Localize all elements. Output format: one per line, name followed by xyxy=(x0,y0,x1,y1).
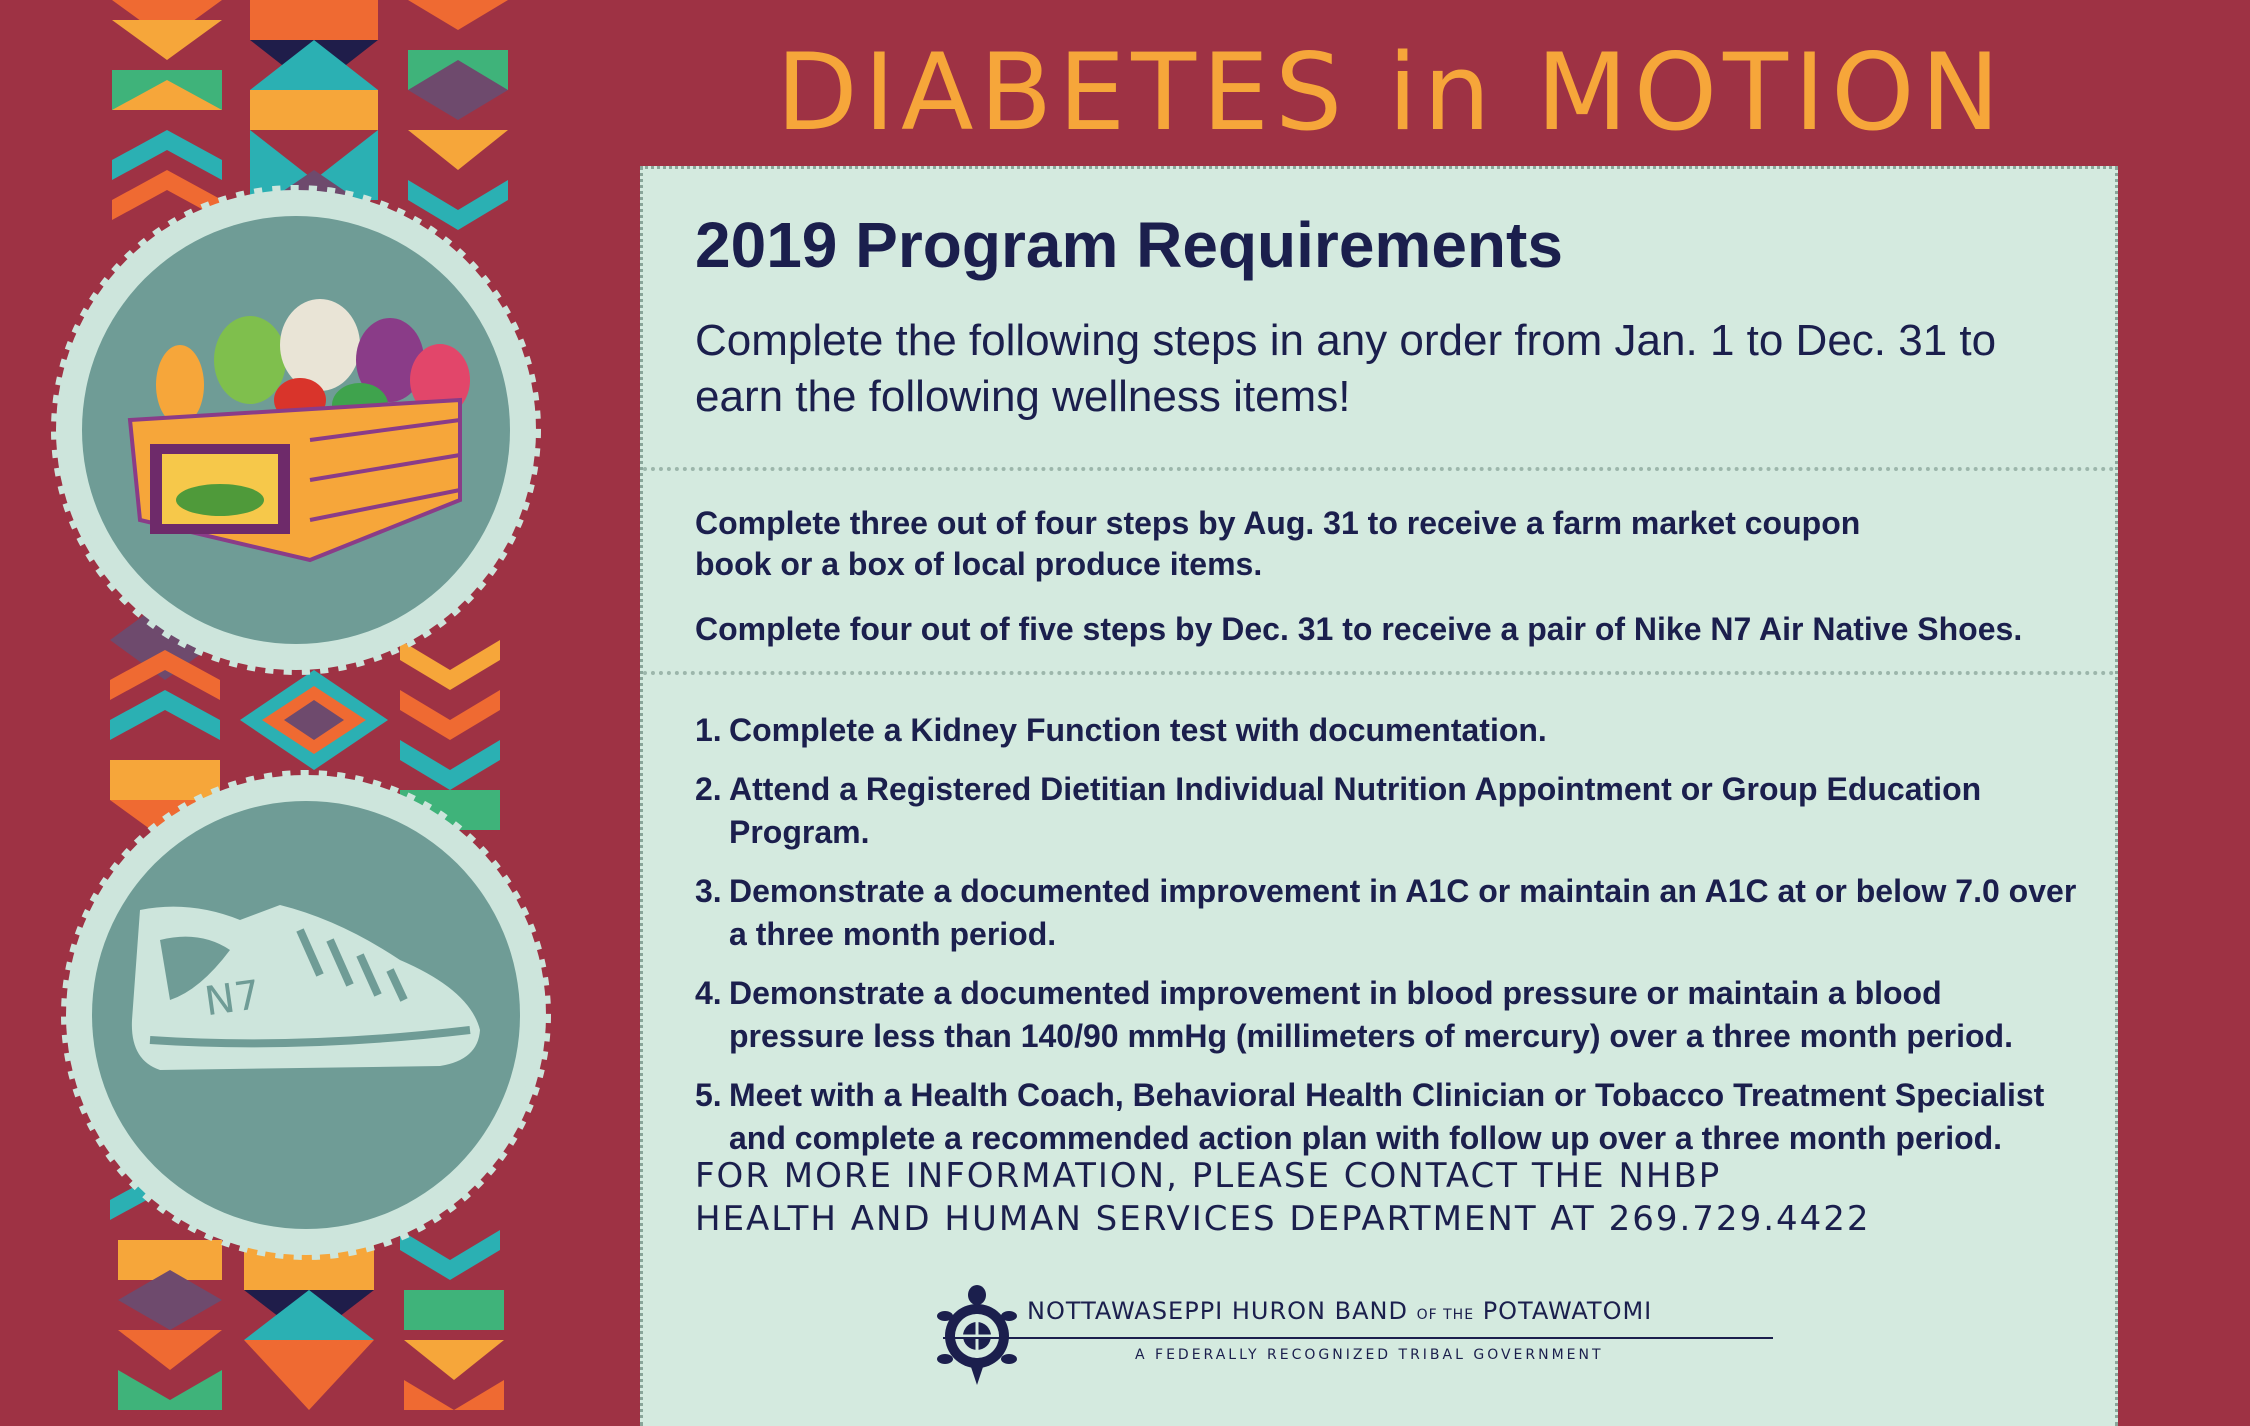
step-number: 5. xyxy=(695,1077,722,1113)
turtle-emblem-icon xyxy=(935,1281,1019,1391)
step-text: Meet with a Health Coach, Behavioral Health Clinician or Tobacco Treatment Specialist and complete a recommended action plan with follow up over a three month period. xyxy=(729,1077,2045,1156)
list-item xyxy=(695,709,2085,752)
dotted-divider xyxy=(643,467,2115,471)
tribe-name-part-2: POTAWATOMI xyxy=(1482,1297,1653,1325)
produce-badge xyxy=(56,190,536,670)
dotted-divider xyxy=(643,671,2115,675)
step-number: 4. xyxy=(695,975,722,1011)
contact-line-1: FOR MORE INFORMATION, PLEASE CONTACT THE NHBP xyxy=(695,1156,1722,1196)
step-number: 2. xyxy=(695,771,722,807)
reward-shoes-text: Complete four out of five steps by Dec. 31 to receive a pair of Nike N7 Air Native Shoes. xyxy=(695,611,2023,647)
tribe-name-part-1: NOTTAWASEPPI HURON BAND xyxy=(1027,1297,1408,1325)
tribe-name-connector: OF THE xyxy=(1416,1307,1475,1323)
step-number: 3. xyxy=(695,873,722,909)
step-text: Demonstrate a documented improvement in A1C or maintain an A1C at or below 7.0 over a three month period. xyxy=(729,873,2077,952)
contact-line-2: HEALTH AND HUMAN SERVICES DEPARTMENT AT 269.729.4422 xyxy=(695,1199,1871,1239)
requirements-panel xyxy=(640,166,2118,1426)
tribe-name xyxy=(1027,1297,1652,1325)
contact-info xyxy=(695,1155,2095,1241)
reward-produce-text: Complete three out of four steps by Aug. 31 to receive a farm market coupon book or a box of local produce items. xyxy=(695,505,1861,582)
list-item xyxy=(695,870,2085,956)
shoe-label: N7 xyxy=(201,972,264,1026)
steps-list xyxy=(695,709,2085,1176)
intro-text: Complete the following steps in any order from Jan. 1 to Dec. 31 to earn the following wellness items! xyxy=(695,316,1997,421)
step-number: 1. xyxy=(695,712,722,748)
step-text: Complete a Kidney Function test with documentation. xyxy=(729,712,1547,748)
page-title: DIABETES in MOTION xyxy=(776,31,2006,154)
tribal-logo xyxy=(935,1281,1785,1391)
step-text: Demonstrate a documented improvement in blood pressure or maintain a blood pressure less than 140/90 mmHg (millimeters of mercury) over a three month period. xyxy=(729,975,2013,1054)
logo-divider xyxy=(943,1337,1773,1339)
program-heading: 2019 Program Requirements xyxy=(695,209,1563,281)
list-item xyxy=(695,972,2085,1058)
list-item xyxy=(695,768,2085,854)
step-text: Attend a Registered Dietitian Individual Nutrition Appointment or Group Education Program. xyxy=(729,771,1982,850)
shoe-badge xyxy=(66,775,546,1255)
tribe-tagline: A FEDERALLY RECOGNIZED TRIBAL GOVERNMENT xyxy=(1135,1347,1604,1363)
list-item xyxy=(695,1074,2085,1160)
tribal-pattern-decoration xyxy=(0,0,600,1410)
